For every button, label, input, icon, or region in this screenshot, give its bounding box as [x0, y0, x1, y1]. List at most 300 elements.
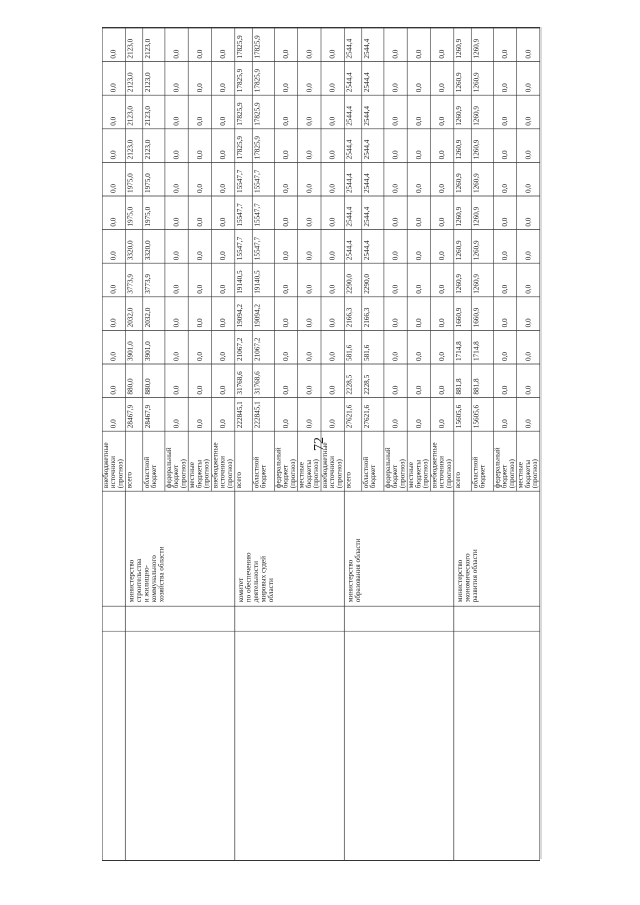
table-cell-value: 2544,4: [345, 38, 354, 59]
table-cell-value: 2166,3: [362, 307, 371, 328]
source-type-label: (прогноз): [179, 459, 188, 489]
table-cell-value: 2123,0: [143, 139, 152, 160]
organization-name: развития области: [470, 549, 479, 603]
table-cell-value: 0,0: [219, 385, 228, 395]
table-cell-value: 0,0: [391, 184, 400, 193]
table-cell-value: 1975,0: [143, 206, 152, 227]
table-cell-value: 1260,9: [472, 38, 481, 59]
table-cell-value: 0,0: [328, 49, 337, 59]
table-cell-value: 0,0: [282, 318, 291, 328]
table-cell-value: 0,0: [501, 116, 510, 126]
table-cell-value: 0,0: [109, 217, 118, 227]
table-cell-value: 0,0: [501, 284, 510, 294]
table-cell-value: 0,0: [219, 284, 228, 294]
table-cell-value: 15547,7: [253, 169, 262, 193]
table-cell-value: 0,0: [414, 251, 423, 261]
source-type-label: областной: [361, 456, 370, 489]
table-cell-value: 0,0: [438, 150, 447, 160]
table-cell-value: 0,0: [282, 284, 291, 294]
table-cell-value: 0,0: [391, 318, 400, 328]
table-cell-value: 1260,9: [472, 173, 481, 193]
table-cell-value: 0,0: [391, 419, 400, 429]
table-cell-value: 15547,7: [235, 203, 244, 227]
source-type-label: всего: [234, 472, 243, 489]
table-cell-value: 15547,7: [253, 203, 262, 227]
table-cell-value: 1260,9: [472, 274, 481, 294]
organization-name: образования области: [353, 538, 362, 603]
table-cell-value: 0,0: [195, 385, 204, 395]
source-type-label: бюджеты: [195, 459, 204, 489]
organization-name: экономического: [463, 553, 472, 603]
table-cell-value: 2544,4: [345, 206, 354, 227]
table-cell-value: 15605,6: [472, 404, 481, 429]
source-type-label: источники: [328, 456, 337, 489]
table-cell-value: 17825,9: [235, 35, 244, 59]
organization-name: деятельности: [251, 561, 260, 603]
table-cell-value: 1260,9: [454, 173, 463, 193]
table-cell-value: 0,0: [328, 150, 337, 160]
source-type-label: бюджет: [391, 464, 400, 489]
table-cell-value: 0,0: [501, 150, 510, 160]
table-cell-value: 19140,5: [253, 270, 262, 294]
table-cell-value: 27621,6: [362, 404, 371, 429]
source-type-label: бюджет: [478, 464, 487, 489]
table-cell-value: 0,0: [305, 352, 314, 361]
source-type-label: федеральный: [383, 447, 392, 489]
table-cell-value: 15605,6: [454, 404, 463, 429]
table-cell-value: 15547,7: [235, 236, 244, 261]
table-cell-value: 2544,4: [345, 173, 354, 193]
table-cell-value: 17825,9: [235, 136, 244, 160]
table-cell-value: 0,0: [172, 217, 181, 227]
table-cell-value: 2544,4: [362, 240, 371, 261]
table-cell-value: 2228,5: [362, 374, 371, 395]
table-cell-value: 0,0: [391, 150, 400, 160]
source-type-label: внебюджетные: [102, 442, 110, 489]
table-cell-value: 2123,0: [126, 106, 135, 126]
table-cell-value: 2123,0: [143, 106, 152, 126]
table-cell-value: 0,0: [414, 318, 423, 328]
source-type-label: (прогноз): [225, 459, 234, 489]
table-cell-value: 0,0: [328, 116, 337, 126]
source-type-label: федеральный: [164, 447, 173, 489]
table-cell-value: 15547,7: [235, 169, 244, 193]
source-type-label: (прогноз): [398, 459, 407, 489]
table-cell-value: 2544,4: [362, 72, 371, 93]
table-cell-value: 0,0: [438, 385, 447, 395]
table-cell-value: 0,0: [391, 251, 400, 261]
source-type-label: бюджет: [149, 464, 158, 489]
organization-name: строительства: [134, 558, 143, 603]
table-cell-value: 0,0: [305, 251, 314, 261]
table-cell-value: 0,0: [524, 284, 533, 294]
source-type-label: (прогноз): [507, 459, 516, 489]
table-cell-value: 0,0: [172, 385, 181, 395]
table-cell-value: 0,0: [501, 251, 510, 261]
table-cell-value: 0,0: [305, 49, 314, 59]
table-cell-value: 2123,0: [143, 72, 152, 93]
table-cell-value: 0,0: [391, 217, 400, 227]
table-cell-value: 0,0: [172, 116, 181, 126]
table-cell-value: 0,0: [219, 83, 228, 93]
table-cell-value: 0,0: [414, 83, 423, 93]
table-cell-value: 0,0: [524, 49, 533, 59]
table-cell-value: 1975,0: [126, 206, 135, 227]
table-cell-value: 1260,9: [454, 206, 463, 227]
table-cell-value: 0,0: [524, 83, 533, 93]
table-cell-value: 0,0: [109, 284, 118, 294]
table-cell-value: 2123,0: [126, 38, 135, 59]
table-cell-value: 0,0: [501, 83, 510, 93]
organization-name: министерство: [455, 559, 464, 603]
table-cell-value: 19094,2: [235, 304, 244, 328]
table-cell-value: 0,0: [414, 217, 423, 227]
source-type-label: местные: [516, 462, 525, 489]
table-cell-value: 2544,4: [362, 139, 371, 160]
source-type-label: источники: [109, 456, 118, 489]
table-cell-value: 0,0: [195, 150, 204, 160]
table-cell-value: 0,0: [328, 83, 337, 93]
table-cell-value: 2544,4: [345, 72, 354, 93]
table-cell-value: 3901,0: [126, 341, 135, 361]
table-cell-value: 0,0: [282, 150, 291, 160]
table-cell-value: 2166,3: [345, 307, 354, 328]
table-grid: [102, 28, 540, 860]
table-cell-value: 0,0: [172, 251, 181, 261]
table-cell-value: 3773,9: [143, 274, 152, 294]
table-cell-value: 1260,9: [472, 106, 481, 126]
table-cell-value: 31768,6: [235, 371, 244, 395]
table-cell-value: 0,0: [282, 419, 291, 429]
table-cell-value: 2032,0: [126, 307, 135, 328]
table-cell-value: 0,0: [109, 49, 118, 59]
table-cell-value: 0,0: [172, 284, 181, 294]
table-cell-value: 1260,9: [472, 72, 481, 93]
table-cell-value: 2123,0: [126, 72, 135, 93]
table-cell-value: 880,0: [143, 378, 152, 395]
table-cell-value: 0,0: [195, 419, 204, 429]
table-cell-value: 2123,0: [126, 139, 135, 160]
table-cell-value: 0,0: [438, 284, 447, 294]
table-cell-value: 0,0: [195, 49, 204, 59]
table-cell-value: 19140,5: [235, 270, 244, 294]
table-cell-value: 0,0: [501, 49, 510, 59]
source-type-label: внебюджетные: [321, 442, 329, 489]
table-cell-value: 1975,0: [143, 173, 152, 193]
table-cell-value: 881,8: [454, 378, 463, 395]
table-cell-value: 0,0: [282, 352, 291, 361]
table-cell-value: 581,6: [362, 344, 371, 361]
table-cell-value: 581,6: [345, 344, 354, 361]
table-cell-value: 0,0: [172, 49, 181, 59]
organization-name: по обеспечению: [244, 552, 253, 603]
table-cell-value: 2544,4: [362, 38, 371, 59]
source-type-label: (прогноз): [335, 459, 344, 489]
table-cell-value: 3901,0: [143, 341, 152, 361]
organization-name: области: [267, 578, 276, 603]
table-cell-value: 0,0: [172, 184, 181, 193]
table-cell-value: 0,0: [109, 251, 118, 261]
source-type-label: местные: [407, 462, 416, 489]
table-cell-value: 0,0: [172, 83, 181, 93]
table-cell-value: 0,0: [438, 318, 447, 328]
table-cell-value: 0,0: [219, 251, 228, 261]
table-cell-value: 0,0: [328, 184, 337, 193]
table-cell-value: 0,0: [305, 217, 314, 227]
table-cell-value: 0,0: [219, 318, 228, 328]
source-type-label: бюджет: [500, 464, 509, 489]
table-cell-value: 0,0: [391, 385, 400, 395]
table-cell-value: 0,0: [438, 251, 447, 261]
table-cell-value: 0,0: [282, 116, 291, 126]
table-cell-value: 21067,2: [235, 337, 244, 361]
table-cell-value: 0,0: [195, 251, 204, 261]
table-cell-value: 0,0: [438, 217, 447, 227]
table-cell-value: 0,0: [414, 116, 423, 126]
organization-name: и жилищно-: [142, 564, 151, 603]
organization-name: коммунального: [150, 555, 159, 603]
table-cell-value: 1260,9: [454, 106, 463, 126]
source-type-label: всего: [125, 472, 134, 489]
page-number: 72: [312, 437, 327, 451]
organization-name: мировых судей: [259, 556, 268, 603]
source-type-label: всего: [344, 472, 353, 489]
table-cell-value: 0,0: [172, 419, 181, 429]
table-cell-value: 0,0: [501, 184, 510, 193]
table-cell-value: 0,0: [282, 217, 291, 227]
source-type-label: областной: [471, 456, 480, 489]
table-cell-value: 0,0: [524, 217, 533, 227]
table-cell-value: 1260,9: [472, 139, 481, 160]
table-cell-value: 0,0: [305, 419, 314, 429]
table-cell-value: 0,0: [109, 419, 118, 429]
source-type-label: (прогноз): [202, 459, 211, 489]
table-cell-value: 2290,0: [345, 274, 354, 294]
table-cell-value: 2544,4: [345, 139, 354, 160]
table-cell-value: 222845,1: [253, 401, 262, 429]
table-cell-value: 0,0: [109, 116, 118, 126]
table-cell-value: 2228,5: [345, 374, 354, 395]
table-cell-value: 1660,9: [454, 307, 463, 328]
table-cell-value: 0,0: [524, 184, 533, 193]
table-cell-value: 0,0: [501, 352, 510, 361]
table-cell-value: 1260,9: [454, 38, 463, 59]
source-type-label: внебюджетные: [430, 442, 439, 489]
table-cell-value: 0,0: [328, 217, 337, 227]
table-cell-value: 2123,0: [143, 38, 152, 59]
table-cell-value: 0,0: [282, 385, 291, 395]
table-cell-value: 2544,4: [362, 206, 371, 227]
table-cell-value: 0,0: [391, 284, 400, 294]
table-cell-value: 2544,4: [362, 106, 371, 126]
table-cell-value: 19094,2: [253, 304, 262, 328]
source-type-label: (прогноз): [444, 459, 453, 489]
table-cell-value: 0,0: [328, 385, 337, 395]
source-type-label: (прогноз): [421, 459, 430, 489]
table-cell-value: 0,0: [438, 116, 447, 126]
table-cell-value: 0,0: [524, 318, 533, 328]
table-cell-value: 1660,9: [472, 307, 481, 328]
table-cell-value: 28467,9: [143, 404, 152, 429]
table-cell-value: 28467,9: [126, 404, 135, 429]
table-cell-value: 0,0: [438, 83, 447, 93]
table-cell-value: 0,0: [219, 217, 228, 227]
table-cell-value: 2544,4: [362, 173, 371, 193]
source-type-label: бюджет: [259, 464, 268, 489]
table-cell-value: 0,0: [219, 49, 228, 59]
table-cell-value: 0,0: [195, 184, 204, 193]
table-cell-value: 0,0: [438, 419, 447, 429]
table-cell-value: 0,0: [172, 318, 181, 328]
table-cell-value: 0,0: [391, 352, 400, 361]
table-cell-value: 17825,9: [253, 136, 262, 160]
table-cell-value: 0,0: [109, 83, 118, 93]
table-cell-value: 2544,4: [345, 240, 354, 261]
table-cell-value: 880,0: [126, 378, 135, 395]
organization-name: министерство: [346, 559, 355, 603]
table-cell-value: 2032,0: [143, 307, 152, 328]
table-cell-value: 0,0: [282, 83, 291, 93]
table-cell-value: 0,0: [172, 352, 181, 361]
table-cell-value: 0,0: [219, 150, 228, 160]
budget-table: [102, 27, 540, 861]
source-type-label: (прогноз): [531, 459, 540, 489]
table-cell-value: 3773,9: [126, 274, 135, 294]
table-cell-value: 1975,0: [126, 173, 135, 193]
table-cell-value: 0,0: [414, 419, 423, 429]
table-cell-value: 2544,4: [345, 106, 354, 126]
table-cell-value: 0,0: [305, 116, 314, 126]
scan-edge: [540, 27, 542, 859]
source-type-label: (прогноз): [312, 459, 321, 489]
table-cell-value: 0,0: [524, 150, 533, 160]
table-cell-value: 27621,6: [345, 404, 354, 429]
table-cell-value: 0,0: [524, 352, 533, 361]
table-cell-value: 17825,9: [253, 102, 262, 126]
table-cell-value: 222845,1: [235, 401, 244, 429]
table-cell-value: 0,0: [414, 184, 423, 193]
table-cell-value: 0,0: [438, 184, 447, 193]
table-cell-value: 0,0: [195, 284, 204, 294]
table-cell-value: 881,8: [472, 378, 481, 395]
table-cell-value: 0,0: [501, 385, 510, 395]
table-cell-value: 1260,9: [454, 274, 463, 294]
table-cell-value: 0,0: [172, 150, 181, 160]
source-type-label: источники: [437, 456, 446, 489]
table-cell-value: 1260,9: [472, 206, 481, 227]
table-cell-value: 2290,0: [362, 274, 371, 294]
source-type-label: (прогноз): [288, 459, 297, 489]
table-cell-value: 0,0: [219, 116, 228, 126]
table-cell-value: 17825,9: [253, 35, 262, 59]
table-cell-value: 1714,8: [454, 341, 463, 361]
table-cell-value: 0,0: [328, 251, 337, 261]
table-cell-value: 0,0: [195, 318, 204, 328]
organization-name: хозяйства области: [157, 546, 166, 603]
table-cell-value: 17825,9: [253, 68, 262, 93]
table-cell-value: 0,0: [414, 150, 423, 160]
table-cell-value: 0,0: [195, 352, 204, 361]
source-type-label: федеральный: [493, 447, 502, 489]
source-type-label: областной: [142, 456, 151, 489]
source-type-label: местные: [297, 462, 306, 489]
source-type-label: бюджеты: [414, 459, 423, 489]
table-cell-value: 0,0: [195, 217, 204, 227]
source-type-label: всего: [453, 472, 462, 489]
table-cell-value: 0,0: [109, 318, 118, 328]
table-cell-value: 0,0: [109, 352, 118, 361]
table-cell-value: 0,0: [109, 184, 118, 193]
table-cell-value: 0,0: [305, 318, 314, 328]
table-cell-value: 0,0: [305, 150, 314, 160]
source-type-label: федеральный: [274, 447, 283, 489]
table-cell-value: 17825,9: [235, 68, 244, 93]
source-type-label: бюджет: [172, 464, 181, 489]
table-cell-value: 0,0: [219, 184, 228, 193]
table-cell-value: 0,0: [391, 116, 400, 126]
table-cell-value: 3320,0: [143, 240, 152, 261]
source-type-label: местные: [188, 462, 197, 489]
table-cell-value: 0,0: [438, 352, 447, 361]
table-cell-value: 1260,9: [454, 240, 463, 261]
table-cell-value: 0,0: [305, 83, 314, 93]
source-type-label: бюджет: [281, 464, 290, 489]
table-cell-value: 31768,6: [253, 371, 262, 395]
table-cell-value: 1260,9: [454, 139, 463, 160]
table-cell-value: 0,0: [328, 352, 337, 361]
table-cell-value: 21067,2: [253, 337, 262, 361]
table-cell-value: 1714,8: [472, 341, 481, 361]
table-cell-value: 0,0: [305, 385, 314, 395]
table-cell-value: 0,0: [524, 419, 533, 429]
table-cell-value: 0,0: [219, 419, 228, 429]
table-cell-value: 0,0: [305, 184, 314, 193]
table-cell-value: 0,0: [501, 318, 510, 328]
table-cell-value: 0,0: [282, 184, 291, 193]
source-type-label: бюджеты: [304, 459, 313, 489]
source-type-label: бюджеты: [523, 459, 532, 489]
table-cell-value: 0,0: [328, 419, 337, 429]
table-cell-value: 0,0: [524, 116, 533, 126]
source-type-label: бюджет: [368, 464, 377, 489]
table-cell-value: 0,0: [282, 251, 291, 261]
table-cell-value: 0,0: [282, 49, 291, 59]
table-cell-value: 0,0: [414, 284, 423, 294]
table-cell-value: 0,0: [328, 284, 337, 294]
organization-name: комитет: [236, 577, 245, 603]
table-cell-value: 0,0: [328, 318, 337, 328]
table-cell-value: 17825,9: [235, 102, 244, 126]
table-cell-value: 0,0: [305, 284, 314, 294]
table-cell-value: 0,0: [501, 217, 510, 227]
table-cell-value: 3320,0: [126, 240, 135, 261]
table-cell-value: 0,0: [524, 385, 533, 395]
source-type-label: (прогноз): [116, 459, 125, 489]
source-type-label: областной: [252, 456, 261, 489]
table-cell-value: 0,0: [391, 83, 400, 93]
source-type-label: внебюджетные: [211, 442, 220, 489]
table-cell-value: 0,0: [414, 352, 423, 361]
table-cell-value: 0,0: [524, 251, 533, 261]
table-cell-value: 0,0: [109, 385, 118, 395]
table-cell-value: 0,0: [391, 49, 400, 59]
table-cell-value: 0,0: [109, 150, 118, 160]
source-type-label: источники: [218, 456, 227, 489]
table-cell-value: 0,0: [414, 49, 423, 59]
table-cell-value: 15547,7: [253, 236, 262, 261]
table-cell-value: 1260,9: [472, 240, 481, 261]
table-cell-value: 1260,9: [454, 72, 463, 93]
